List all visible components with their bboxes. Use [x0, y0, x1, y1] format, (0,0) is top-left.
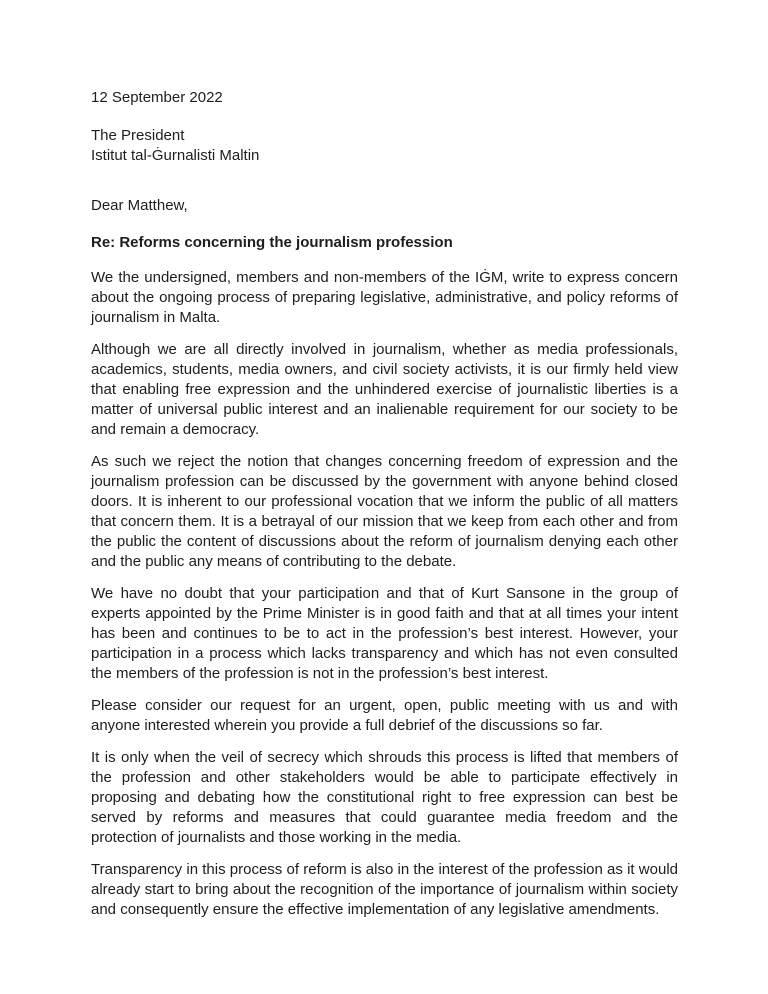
- body-paragraph-7: Transparency in this process of reform is also in the interest of the profession as it would already start to bring about the recognition of the importance of journalism within society and consequently ensure the effective implementation of any legislative amendments.: [91, 861, 678, 918]
- recipient-block: [91, 126, 678, 166]
- body-paragraph-2: Although we are all directly involved in journalism, whether as media professionals, academics, students, media owners, and civil society activists, it is our firmly held view that enabling free expression and the unhindered exercise of journalistic liberties is a matter of universal public interest and an inalienable requirement for our society to be and remain a democracy.: [91, 341, 678, 438]
- recipient-title: The President: [91, 127, 185, 144]
- letter-body: [91, 268, 678, 920]
- body-paragraph-6: It is only when the veil of secrecy which shrouds this process is lifted that members of the profession and other stakeholders would be able to participate effectively in proposing and debating how the constitutional right to free expression can best be served by reforms and measures that could guarantee media freedom and the protection of journalists and those working in the media.: [91, 749, 678, 846]
- recipient-organization: Istitut tal-Ġurnalisti Maltin: [91, 147, 260, 164]
- letter-date: 12 September 2022: [91, 89, 223, 106]
- body-paragraph-5: Please consider our request for an urgent, open, public meeting with us and with anyone interested wherein you provide a full debrief of the discussions so far.: [91, 697, 678, 734]
- body-paragraph-3: As such we reject the notion that changes concerning freedom of expression and the journalism profession can be discussed by the government with anyone behind closed doors. It is inherent to our professional vocation that we inform the public of all matters that concern them. It is a betrayal of our mission that we keep from each other and from the public the content of discussions about the reform of journalism denying each other and the public any means of contributing to the debate.: [91, 453, 678, 570]
- body-paragraph-1: We the undersigned, members and non-members of the IĠM, write to express concern about the ongoing process of preparing legislative, administrative, and policy reforms of journalism in Malta.: [91, 269, 678, 326]
- body-paragraph-4: We have no doubt that your participation and that of Kurt Sansone in the group of experts appointed by the Prime Minister is in good faith and that at all times your intent has been and continues to be to act in the profession’s best interest. However, your participation in a process which lacks transparency and which has not even consulted the members of the profession is not in the profession’s best interest.: [91, 585, 678, 682]
- salutation: Dear Matthew,: [91, 197, 188, 214]
- subject-line: Re: Reforms concerning the journalism profession: [91, 234, 453, 251]
